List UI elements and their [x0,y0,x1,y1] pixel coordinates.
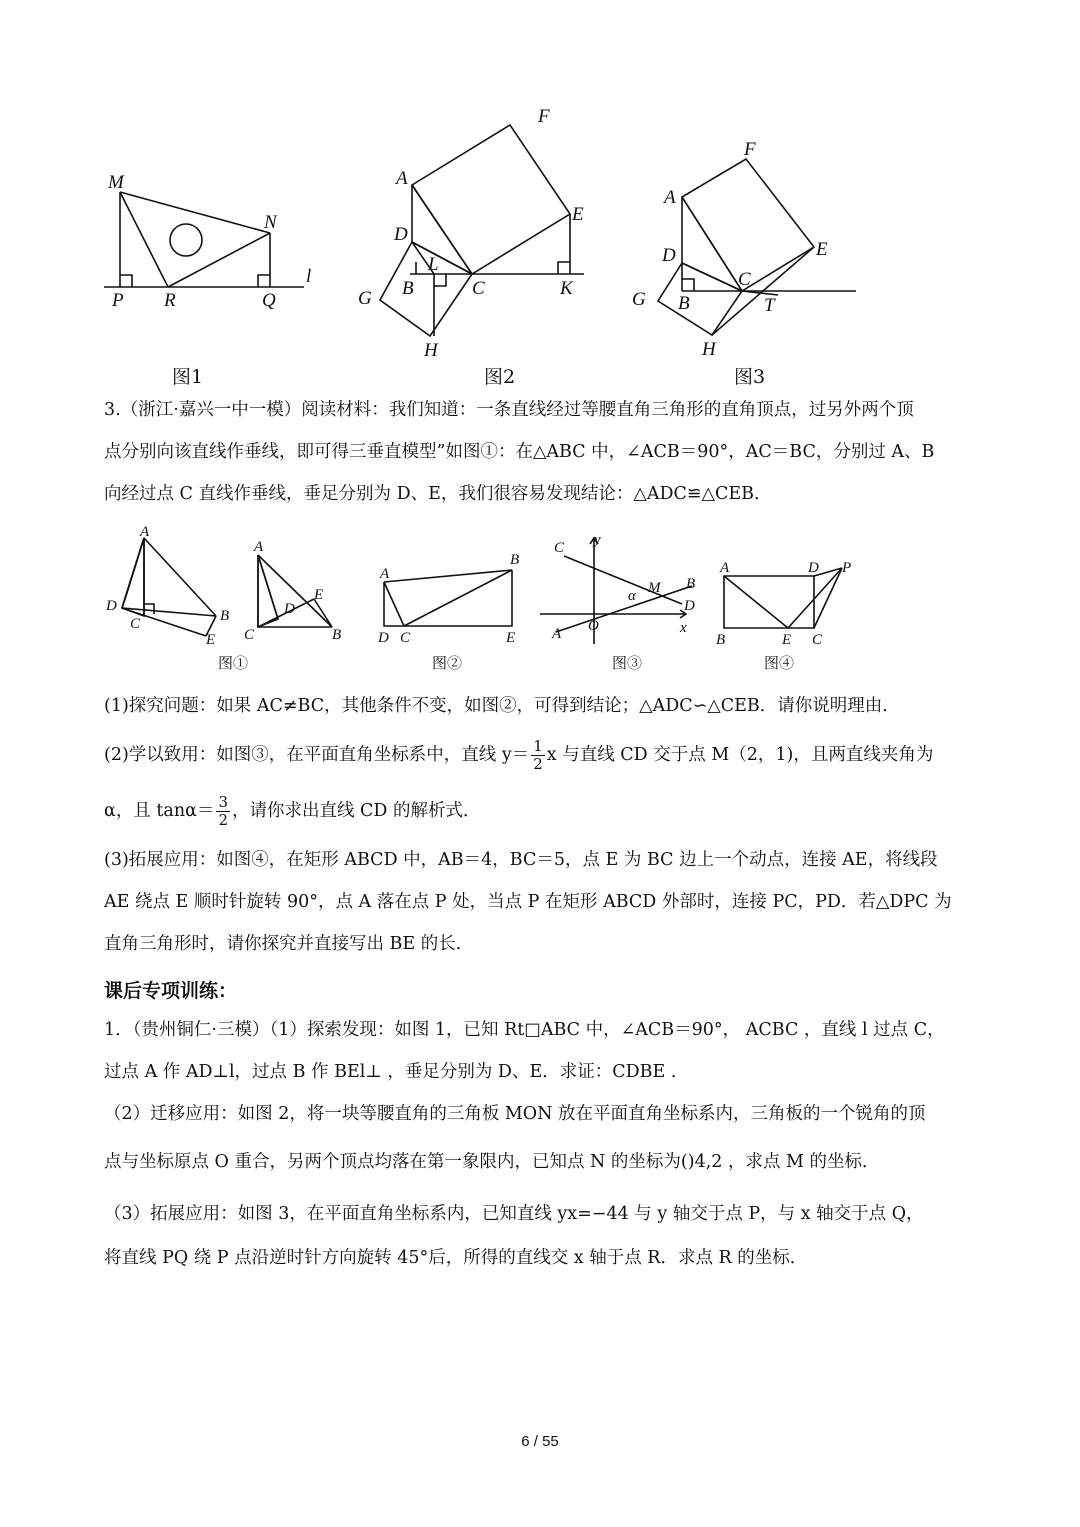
label-O: O [588,618,599,634]
label-A: A [664,187,676,208]
frac2-num: 3 [218,793,228,811]
label-D: D [378,630,389,646]
label-A: A [396,168,408,189]
label-C: C [738,269,751,290]
section-heading: 课后专项训练： [104,980,238,1002]
label-P: P [842,560,852,576]
q2-line1 [104,738,984,773]
q3-line3: 直角三角形时，请你探究并直接写出 BE 的长． [104,934,474,954]
q2-d: ，请你求出直线 CD 的解析式． [231,801,481,821]
label-B: B [510,552,520,568]
q2-a: (2)学以致用：如图③，在平面直角坐标系中，直线 y＝ [104,745,530,765]
page-number: 6 / 55 [521,1433,559,1450]
label-l: l [306,266,312,287]
frac-num: 1 [533,737,543,755]
figure-2 [350,100,590,360]
label-C: C [244,627,255,643]
training-3-line1: （3）拓展应用：如图 3，在平面直角坐标系内，已知直线 yx=−44 与 y 轴交于点 P，与 x 轴交于点 Q， [104,1204,924,1224]
figure-circle-1b [240,535,350,645]
q3-line1: (3)拓展应用：如图④，在矩形 ABCD 中，AB＝4，BC＝5，点 E 为 BC 边上一个动点，连接 AE，将线段 [104,850,938,870]
problem3-line3: 向经过点 C 直线作垂线，垂足分别为 D、E，我们很容易发现结论：△ADC≌△CEB． [104,484,772,504]
label-B: B [332,627,342,643]
label-D: D [662,245,676,266]
label-T: T [764,295,775,316]
label-B: B [716,632,726,648]
mid-caption-3: 图③ [612,654,643,672]
mid-caption-1a: 图① [218,654,249,672]
label-E: E [314,587,324,603]
label-C: C [400,630,411,646]
label-A: A [254,539,264,555]
label-C: C [554,540,565,556]
label-C: C [472,278,485,299]
label-A: A [552,626,562,642]
label-D: D [684,598,695,614]
label-E: E [206,632,216,648]
q3-line2: AE 绕点 E 顺时针旋转 90°，点 A 落在点 P 处，当点 P 在矩形 ABCD 外部时，连接 PC，PD．若△DPC 为 [104,892,952,912]
q1-text: (1)探究问题：如果 AC≠BC，其他条件不变，如图②，可得到结论；△ADC∽△CEB．请你说明理由． [104,696,900,716]
label-D: D [106,598,117,614]
figure-3 [630,135,870,365]
label-A: A [380,566,390,582]
figure-circle-1a [100,524,230,649]
label-G: G [632,289,646,310]
label-M: M [648,580,661,596]
label-A: A [720,560,730,576]
problem3-line2: 点分别向该直线作垂线，即可得三垂直模型”如图①：在△ABC 中，∠ACB＝90°，AC＝BC，分别过 A、B [104,442,935,462]
label-F: F [538,106,550,127]
label-B: B [220,608,230,624]
training-1-line1: 1．（贵州铜仁·三模）（1）探索发现：如图 1，已知 Rt□ABC 中，∠ACB＝90°， ACBC ，直线 l 过点 C， [104,1020,945,1040]
label-alpha: α [628,588,636,604]
figure-circle-4 [712,556,862,650]
figure-circle-3 [536,532,706,650]
figure-3-caption: 图3 [734,366,766,388]
label-L: L [428,254,439,275]
label-D: D [284,601,295,617]
label-E: E [572,204,584,225]
label-y: y [594,532,601,548]
label-A: A [140,524,150,540]
figure-circle-2 [374,550,534,650]
label-B: B [686,576,696,592]
label-N: N [264,212,277,233]
mid-caption-4: 图④ [764,654,795,672]
q2-c: α，且 tanα＝ [104,801,215,821]
label-E: E [782,632,792,648]
label-G: G [358,288,372,309]
training-2-line2: 点与坐标原点 O 重合，另两个顶点均落在第一象限内，已知点 N 的坐标为()4,2 ，求点 M 的坐标． [104,1152,880,1172]
frac2-den: 2 [218,811,228,829]
label-C: C [130,616,141,632]
label-H: H [424,340,438,361]
label-B: B [402,278,414,299]
training-1-line2: 过点 A 作 AD⊥l，过点 B 作 BEl⊥ ，垂足分别为 D、E．求证：CDBE ． [104,1062,689,1082]
q2-b: x 与直线 CD 交于点 M（2，1)，且两直线夹角为 [546,745,934,765]
fraction-three-halves [216,794,230,829]
label-C: C [812,632,823,648]
q2-line2 [104,794,984,829]
label-F: F [744,139,756,160]
label-B: B [678,293,690,314]
figure-2-caption: 图2 [484,366,516,388]
problem3-line1: 3.（浙江·嘉兴一中一模）阅读材料：我们知道：一条直线经过等腰直角三角形的直角顶点，过另外两个顶 [104,400,914,420]
label-D: D [808,560,819,576]
label-P: P [112,290,124,311]
mid-caption-2: 图② [432,654,463,672]
label-K: K [560,278,573,299]
label-R: R [164,290,176,311]
figure-1 [100,160,330,320]
label-E: E [816,239,828,260]
fraction-half [531,738,545,773]
label-H: H [702,339,716,360]
label-x: x [680,620,687,636]
label-E: E [506,630,516,646]
label-Q: Q [262,290,276,311]
frac-den: 2 [533,755,543,773]
figure-1-caption: 图1 [172,366,204,388]
label-M: M [108,172,124,193]
training-2-line1: （2）迁移应用：如图 2，将一块等腰直角的三角板 MON 放在平面直角坐标系内，三角板的一个锐角的顶 [104,1104,926,1124]
label-D: D [394,224,408,245]
training-3-line2: 将直线 PQ 绕 P 点沿逆时针方向旋转 45°后，所得的直线交 x 轴于点 R．求点 R 的坐标． [104,1248,808,1268]
